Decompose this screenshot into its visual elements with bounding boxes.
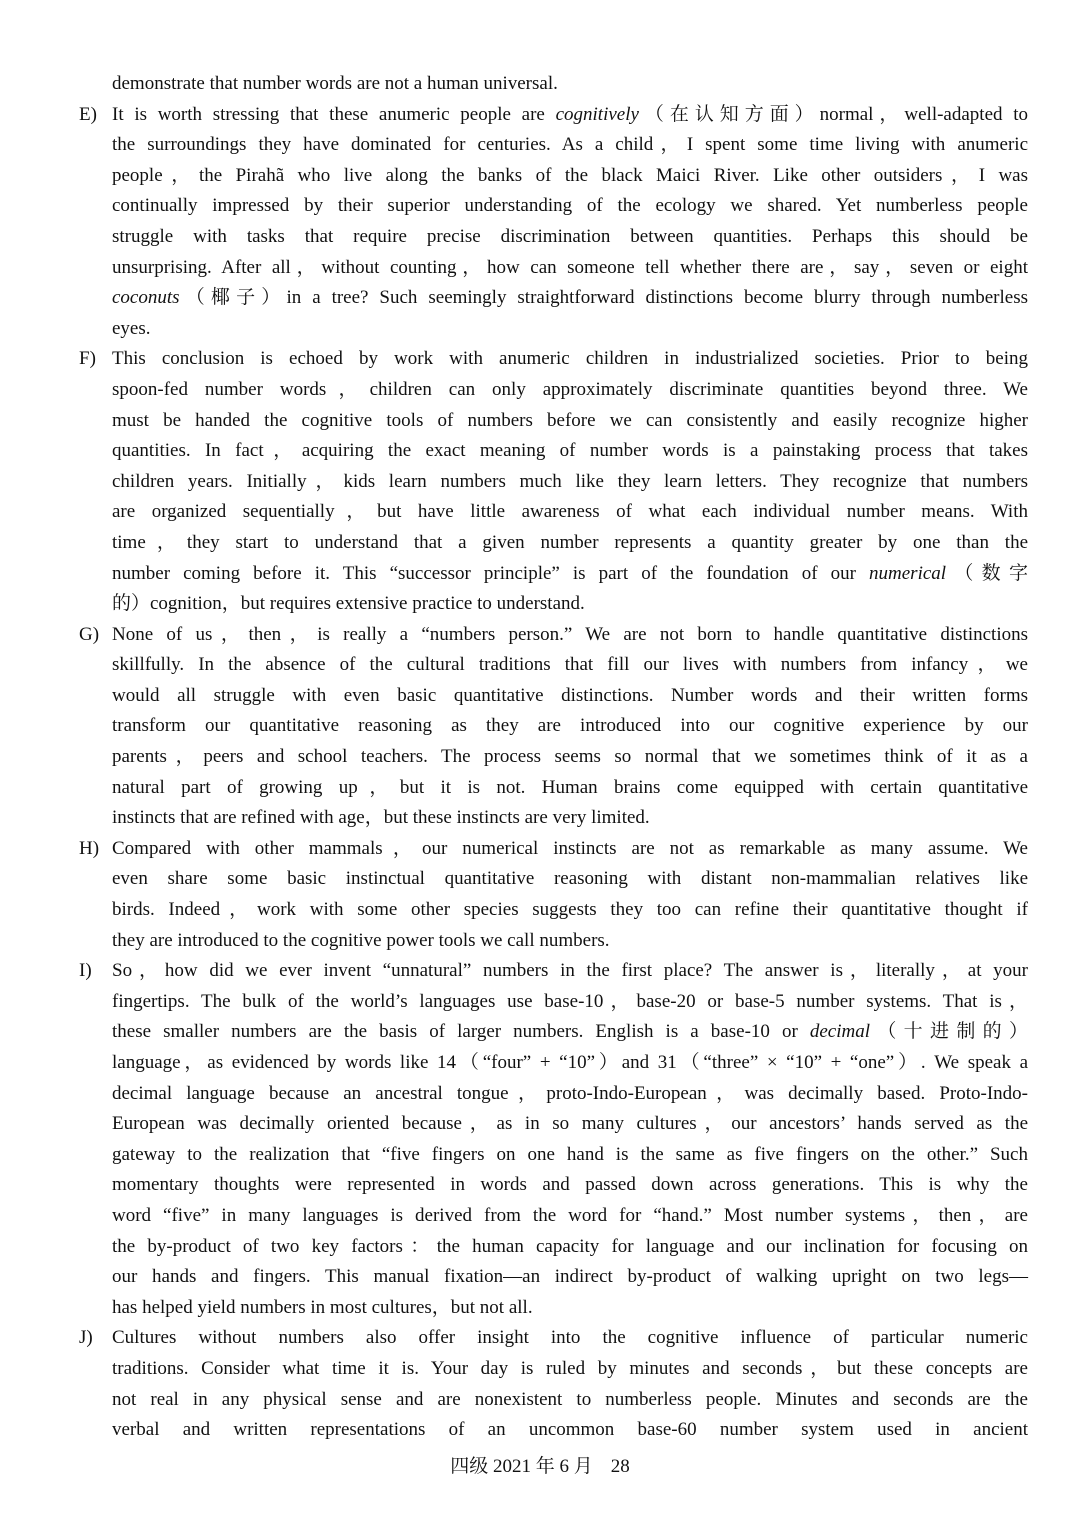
paragraph-f xyxy=(79,344,1028,619)
text-line xyxy=(112,497,1028,528)
text-segment: verbal and written representations of an uncommon base-60 number system used in ancient xyxy=(112,1419,1028,1441)
paragraph-g xyxy=(79,620,1028,834)
text-segment: It is worth stressing that these anumeric people are xyxy=(112,103,556,125)
text-segment: None of us，then，is really a “numbers person.” We are not born to handle quantitative distinctions xyxy=(112,623,1028,645)
text-line xyxy=(112,895,1028,926)
text-line xyxy=(112,956,1028,987)
text-line xyxy=(112,620,1028,651)
text-segment: quantities. In fact，acquiring the exact meaning of number words is a painstaking process that takes xyxy=(112,440,1028,462)
paragraph-lines xyxy=(112,1323,1028,1445)
italic-term: cognitively xyxy=(555,103,639,125)
paragraph-lines xyxy=(112,100,1028,345)
text-line xyxy=(112,100,1028,131)
text-line xyxy=(112,742,1028,773)
paragraph-lines xyxy=(112,956,1028,1323)
text-line xyxy=(112,1017,1028,1048)
page-number: 28 xyxy=(610,1456,630,1477)
text-line xyxy=(112,589,1028,620)
text-line xyxy=(112,1201,1028,1232)
paragraph-label: J) xyxy=(79,1327,93,1349)
text-line xyxy=(112,1170,1028,1201)
text-line xyxy=(112,864,1028,895)
text-line xyxy=(112,130,1028,161)
text-line xyxy=(112,773,1028,804)
text-segment: the surroundings they have dominated for centuries. As a child，I spent some time living with anumeric xyxy=(112,134,1028,156)
paragraph-label: H) xyxy=(79,837,100,859)
italic-term: coconuts xyxy=(112,287,180,309)
italic-term: numerical xyxy=(869,562,947,584)
text-segment: decimal language because an ancestral tongue，proto-Indo-European，was decimally based. Proto-Indo- xyxy=(112,1082,1028,1104)
text-segment: unsurprising. After all，without counting，how can someone tell whether there are，say，seven or eight xyxy=(112,256,1028,278)
text-line xyxy=(112,467,1028,498)
text-line xyxy=(112,1323,1028,1354)
text-segment: parents，peers and school teachers. The process seems so normal that we sometimes think of it as a xyxy=(112,746,1028,768)
italic-term: decimal xyxy=(809,1021,871,1043)
paragraph-label: I) xyxy=(79,960,92,982)
page-footer xyxy=(0,1452,1080,1482)
text-line xyxy=(112,344,1028,375)
text-line xyxy=(112,1354,1028,1385)
text-segment: transform our quantitative reasoning as they are introduced into our cognitive experience by our xyxy=(112,715,1028,737)
text-segment: number coming before it. This “successor principle” is part of the foundation of our xyxy=(112,562,870,584)
text-segment: would all struggle with even basic quantitative distinctions. Number words and their written forms xyxy=(112,684,1028,706)
paragraph-lines xyxy=(112,344,1028,619)
text-line xyxy=(112,191,1028,222)
paragraph-j xyxy=(79,1323,1028,1445)
text-line xyxy=(112,559,1028,590)
text-line xyxy=(112,161,1028,192)
text-line xyxy=(112,375,1028,406)
text-segment: fingertips. The bulk of the world’s languages use base-10，base-20 or base-5 number systems. That is， xyxy=(112,990,1028,1012)
text-segment: spoon-fed number words，children can only approximately discriminate quantities beyond three. We xyxy=(112,378,1028,400)
text-line xyxy=(112,253,1028,284)
text-segment: 的）cognition，but requires extensive practice to understand. xyxy=(112,593,585,615)
text-line xyxy=(112,436,1028,467)
paragraph-lines xyxy=(112,834,1028,956)
text-segment: must be handed the cognitive tools of numbers before we can consistently and easily recognize higher xyxy=(112,409,1028,431)
text-line xyxy=(112,650,1028,681)
text-segment: they are introduced to the cognitive power tools we call numbers. xyxy=(112,929,610,951)
text-segment: This conclusion is echoed by work with anumeric children in industrialized societies. Prior to being xyxy=(112,348,1028,370)
lead-line: demonstrate that number words are not a human universal. xyxy=(112,73,558,94)
text-segment: Compared with other mammals，our numerical instincts are not as remarkable as many assume. We xyxy=(112,837,1028,859)
paragraph-i xyxy=(79,956,1028,1323)
text-line xyxy=(112,1232,1028,1263)
text-line xyxy=(112,1048,1028,1079)
text-segment: instincts that are refined with age，but these instincts are very limited. xyxy=(112,807,650,829)
text-line xyxy=(112,1293,1028,1324)
text-segment: birds. Indeed，work with some other species suggests they too can refine their quantitative thought if xyxy=(112,899,1028,921)
text-segment: not real in any physical sense and are nonexistent to numberless people. Minutes and seconds are the xyxy=(112,1388,1028,1410)
text-segment: has helped yield numbers in most cultures，but not all. xyxy=(112,1296,533,1318)
lead-paragraph xyxy=(112,69,1028,100)
text-segment: the by-product of two key factors：the human capacity for language and our inclination for focusing on xyxy=(112,1235,1028,1257)
text-segment: （数字 xyxy=(946,562,1028,584)
text-line xyxy=(112,1262,1028,1293)
text-segment: language，as evidenced by words like 14（“four” + “10”）and 31（“three” × “10” + “one”）. We speak a xyxy=(112,1052,1028,1073)
text-segment: struggle with tasks that require precise discrimination between quantities. Perhaps this should be xyxy=(112,225,1028,247)
text-line xyxy=(112,803,1028,834)
text-segment: traditions. Consider what time it is. Your day is ruled by minutes and seconds，but these concepts are xyxy=(112,1357,1028,1379)
text-segment: children years. Initially，kids learn numbers much like they learn letters. They recognize that numbers xyxy=(112,470,1028,492)
paragraph-lines xyxy=(112,620,1028,834)
text-segment: word “five” in many languages is derived from the word for “hand.” Most number systems，then，are xyxy=(112,1204,1028,1226)
text-segment: skillfully. In the absence of the cultural traditions that fill our lives with numbers from infancy，we xyxy=(112,654,1028,676)
footer-exam-info: 四级 2021 年 6 月 xyxy=(450,1456,593,1477)
text-line xyxy=(112,1415,1028,1446)
text-segment: eyes. xyxy=(112,317,151,339)
text-segment: people，the Pirahã who live along the banks of the black Maici River. Like other outsiders，I was xyxy=(112,164,1028,186)
passage-body xyxy=(79,69,1028,1446)
text-segment: So，how did we ever invent “unnatural” numbers in the first place? The answer is，literally，at your xyxy=(112,960,1028,982)
text-line xyxy=(112,926,1028,957)
text-line xyxy=(112,1079,1028,1110)
text-line xyxy=(112,834,1028,865)
text-segment: （十进制的） xyxy=(870,1021,1028,1043)
text-line xyxy=(112,681,1028,712)
paragraph-label: E) xyxy=(79,103,97,125)
text-segment: （在认知方面）normal，well-adapted to xyxy=(638,103,1028,125)
paragraph-label: F) xyxy=(79,348,96,370)
text-segment: our hands and fingers. This manual fixation—an indirect by-product of walking upright on two legs— xyxy=(112,1266,1028,1288)
text-segment: European was decimally oriented because，as in so many cultures，our ancestors’ hands served as the xyxy=(112,1113,1028,1135)
text-segment: are organized sequentially，but have little awareness of what each individual number means. With xyxy=(112,501,1028,523)
text-segment: these smaller numbers are the basis of larger numbers. English is a base-10 or xyxy=(112,1021,810,1043)
text-segment: （椰子）in a tree? Such seemingly straightforward distinctions become blurry through numberless xyxy=(179,287,1028,309)
text-line xyxy=(112,987,1028,1018)
text-segment: time，they start to understand that a given number represents a quantity greater by one than the xyxy=(112,531,1028,553)
paragraph-e xyxy=(79,100,1028,345)
paragraph-label: G) xyxy=(79,623,100,645)
text-line xyxy=(112,528,1028,559)
paragraph-h xyxy=(79,834,1028,956)
text-segment: even share some basic instinctual quantitative reasoning with distant non-mammalian relatives like xyxy=(112,868,1028,890)
text-line xyxy=(112,1140,1028,1171)
text-segment: gateway to the realization that “five fingers on one hand is the same as five fingers on the other.” Such xyxy=(112,1143,1028,1165)
text-line xyxy=(112,711,1028,742)
text-line xyxy=(112,222,1028,253)
text-line xyxy=(112,283,1028,314)
text-segment: natural part of growing up，but it is not. Human brains come equipped with certain quantitative xyxy=(112,776,1028,798)
text-line xyxy=(112,406,1028,437)
text-segment: continually impressed by their superior understanding of the ecology we shared. Yet numberless people xyxy=(112,195,1028,217)
text-line xyxy=(112,1385,1028,1416)
text-segment: momentary thoughts were represented in words and passed down across generations. This is why the xyxy=(112,1174,1028,1196)
text-segment: Cultures without numbers also offer insight into the cognitive influence of particular numeric xyxy=(112,1327,1028,1349)
text-line xyxy=(112,314,1028,345)
text-line xyxy=(112,1109,1028,1140)
